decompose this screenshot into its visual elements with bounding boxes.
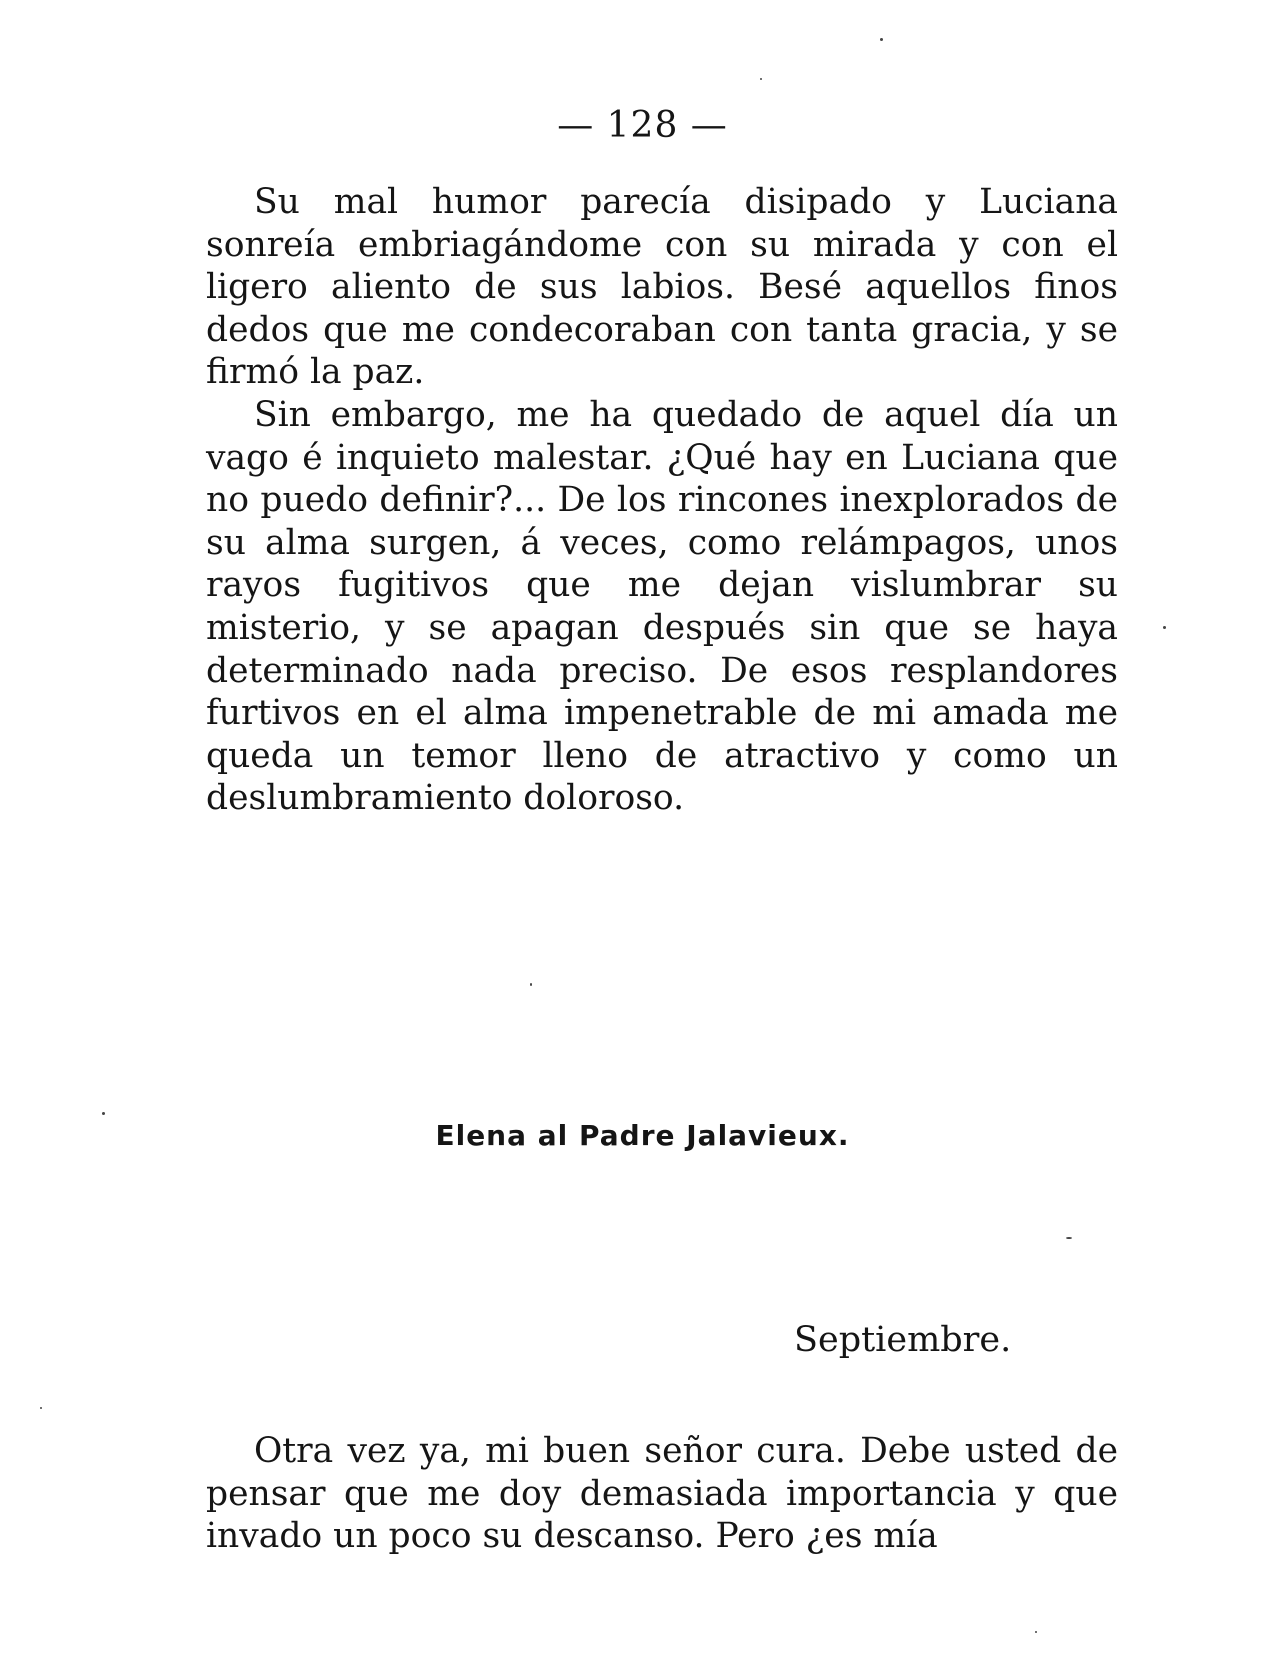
- letter-date: Septiembre.: [794, 1320, 1012, 1360]
- print-speck: [1066, 1237, 1072, 1239]
- print-speck: [40, 1407, 42, 1409]
- page-number: — 128 —: [557, 105, 728, 146]
- letter-heading: Elena al Padre Jalavieux.: [435, 1119, 850, 1152]
- print-speck: [102, 1112, 105, 1115]
- print-speck: [760, 78, 762, 80]
- paragraph: Sin embargo, me ha quedado de aquel día un vago é inquieto malestar. ¿Qué hay en Luciana que no puedo definir?... De los rincones inexplorados de su alma surgen, á veces, como relámpagos, unos rayos fugitivos que me dejan vislumbrar su misterio, y se apagan después sin que se haya determinado nada preciso. De esos resplandores furtivos en el alma impenetrable de mi amada me queda un temor lleno de atractivo y como un deslumbramiento doloroso.: [206, 394, 1118, 819]
- paragraph: Su mal humor parecía disipado y Luciana sonreía embriagándome con su mirada y con el ligero aliento de sus labios. Besé aquellos finos dedos que me condecoraban con tanta gracia, y se firmó la paz.: [206, 182, 1118, 393]
- print-speck: [1035, 1631, 1037, 1633]
- text-block-letter-end: [206, 181, 1118, 820]
- print-speck: [880, 38, 883, 41]
- print-speck: [530, 983, 532, 986]
- text-block-letter-start: [206, 1430, 1118, 1558]
- paragraph: Otra vez ya, mi buen señor cura. Debe usted de pensar que me doy demasiada importancia y que invado un poco su descanso. Pero ¿es mía: [206, 1431, 1118, 1557]
- print-speck: [1163, 626, 1166, 629]
